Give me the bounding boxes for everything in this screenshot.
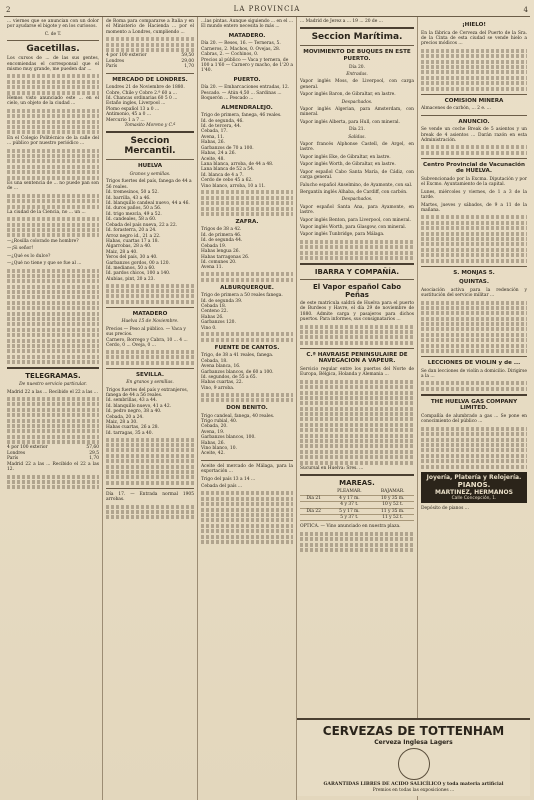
- entrada: Vapor inglés Baron, de Gibraltar, en lastre.: [300, 92, 396, 98]
- joyeria-ad-line: Joyería, Platería y Relojería.: [426, 473, 522, 481]
- almendralejo-line: Id. blanca de 4 a 7.: [201, 172, 244, 178]
- divider: [421, 394, 527, 396]
- mercantil-line: Algarrobas, 28 a 40.: [106, 244, 152, 250]
- matadero-title: MATADERO: [132, 310, 168, 317]
- despachado: Vapor inglés Tunbridge, para Málaga.: [300, 232, 385, 238]
- mareas-title: MAREAS.: [339, 479, 375, 488]
- mercantil-line: Id. trigo mezcla, 49 a 52.: [106, 211, 162, 217]
- maritima-title: Seccion Marítima.: [311, 32, 403, 43]
- cantos-line: Trigo, de 38 a 41 reales, fanega.: [201, 353, 274, 359]
- divider: [300, 474, 414, 476]
- malaga-line: Aceite del mercado de Málaga, para la exportación ...: [201, 463, 293, 475]
- matadero-line: Cabras, 2. — Cochinos, 0.: [201, 52, 259, 58]
- cantos-line: Cebada, 18.: [201, 358, 228, 364]
- masthead-title: LA PROVINCIA: [233, 5, 301, 13]
- havraise-text: Servicio regular entre los puertos del Norte de Europa, Bélgica, Holanda y Alemania ...: [300, 366, 414, 378]
- cantos-line: Id. segundos, de 55 a 65.: [201, 374, 257, 380]
- albuquerque-line: Habas 26.: [201, 314, 224, 320]
- tide-table: [300, 489, 414, 521]
- mercantil-line: Arroz negro id., 21 a 22.: [106, 233, 161, 239]
- mercado-line: Antimonio, 45 a 0 ...: [106, 112, 152, 118]
- monjas-title: S. MONJAS 5.: [453, 269, 495, 276]
- gacetillas-title: Gacetillas.: [26, 44, 80, 55]
- cantos-line: Habas cuartas, 22.: [201, 380, 243, 386]
- col2-bottom: Día 17. — Entrada normal 1905 arrobas.: [106, 491, 194, 503]
- sevilla-line: Maiz, 28 a 30.: [106, 419, 138, 425]
- tottenham-sub: Cerveza Inglesa Lagers: [374, 739, 453, 746]
- bolsa-row: París 1,70: [7, 456, 99, 462]
- zafra-line: Avena 11.: [201, 265, 223, 271]
- despachados-1-title: Despachados.: [341, 99, 373, 105]
- entradas-2-title: Salidas.: [348, 134, 366, 140]
- sevilla-line: Id. sembrillas, 43 a 44.: [106, 398, 158, 404]
- almendralejo-line: Cebada, 17.: [201, 129, 228, 135]
- comision-text: Almacenes de carbón, ... 2 e. ...: [421, 106, 491, 112]
- zafra-line: Id. de segunda 44.: [201, 238, 243, 244]
- almendralejo-line: Vino blanco, arroba, 10 a 11.: [201, 183, 266, 189]
- vacunacion-text: Subvencionado por la Excma. Diputación y por el Excmo. Ayuntamiento de la capital.: [421, 176, 527, 188]
- tide-row: Día 21 4 y 17 m. 10 y 35 m.: [300, 495, 414, 501]
- column-3: [198, 17, 297, 800]
- entrada: Vapor español Cabo Santa María, de Cádiz, con carga general.: [300, 169, 414, 181]
- benito-line: Aceite, 42.: [201, 451, 225, 457]
- puerto-title: PUERTO.: [233, 76, 261, 83]
- divider: [106, 488, 194, 489]
- col3-matadero-title: MATADERO.: [228, 32, 266, 39]
- divider: [300, 27, 414, 29]
- matadero-line: Día 20. — Reses, 16. — Terneras, 5.: [201, 41, 281, 47]
- divider: [106, 73, 194, 74]
- mercado-line: Id. Chancas ordinarias 60 5 0 ...: [106, 96, 178, 102]
- mercantil-line: Trigos fuertes del país, fanega de 44 a 56 reales.: [106, 179, 192, 190]
- vacunacion-line: Lunes, miércoles y viernes, de 1 a 3 de la tarde.: [421, 189, 527, 201]
- matadero-line: Precios — Peso al público. — Vaca y sus precios.: [106, 326, 186, 338]
- mercado-line: Estaño ingles, Liverpool ...: [106, 101, 166, 107]
- masthead: [4, 4, 530, 17]
- albuquerque-title: ALBURQUERQUE.: [220, 284, 274, 291]
- malaga-line: Cebada del país ...: [201, 484, 243, 490]
- mercantil-line: Habas, cuartas 17 a 18.: [106, 238, 159, 244]
- day-2: Día 21.: [349, 127, 365, 133]
- col4-top: ... Madrid de Jerez a ... 19 ... 20 de ...: [300, 19, 383, 24]
- malaga-line: Trigo del país 13 a 14 ...: [201, 476, 256, 482]
- mercantil-line: Id. barrilla, 43 a 46.: [106, 195, 151, 201]
- mercantil-title: Seccion Mercantil.: [124, 136, 176, 157]
- ibarra-title: IBARRA Y COMPAÑÍA.: [314, 267, 400, 276]
- zafra-title: ZAFRA.: [235, 218, 259, 225]
- almendralejo-line: Id. de segunda, 46.: [201, 118, 244, 124]
- divider: [7, 367, 99, 369]
- mercado-line: Londres 21 de Noviembre de 1880.: [106, 85, 185, 91]
- mercantil-line: Id. medianos, 50 a 60.: [106, 265, 156, 271]
- joyeria-ad-line: PIANOS.: [457, 480, 491, 489]
- mercantil-line: Id. forasterra, 20 a 24.: [106, 228, 157, 234]
- mercantil-line: Id. tremesinos, 50 a 52.: [106, 190, 159, 196]
- sevilla-title: SEVILLA.: [136, 371, 164, 378]
- divider: [421, 266, 527, 267]
- divider: [300, 279, 414, 280]
- zafra-line: Id. de primera 46.: [201, 232, 242, 238]
- cabo-penas-text: de este matrícula saldrá de Huelva para el puerto de Burdeos y Havre, el día 29 de noviembre de 1880. Admite carga y pasajeros para dichos puertos. Para informes, sus consignatarios ...: [300, 300, 414, 323]
- divider: [106, 131, 194, 133]
- fuente-cantos-title: FUENTE DE CANTOS.: [214, 344, 280, 351]
- columns: [4, 17, 530, 800]
- bolsa-list-1: [7, 445, 99, 461]
- zafra-line: Habas tarragonas 26.: [201, 254, 250, 260]
- mercado-sign: Tomasito Moreno y C.ª: [124, 123, 176, 129]
- telegrama-2: Madrid 22 a las ... Recibido el 22 a las 12.: [7, 461, 99, 473]
- tide-row: Día 22 5 y 17 m. 11 y 35 m.: [300, 508, 414, 514]
- quintas-text: Asociación activa para la redención y sustitución del servicio militar ...: [421, 287, 527, 299]
- gacetilla-3: En el Colegio Politécnico de la calle del ... público por nuestro periódico ...: [7, 135, 99, 147]
- gacetilla-4: Es una sentencia de ... no puede pan son de ...: [7, 180, 99, 192]
- comision-title: COMISION MINERA: [444, 97, 504, 104]
- column-2: [103, 17, 198, 800]
- almendralejo-line: Avena, 11.: [201, 134, 225, 140]
- column-5: [418, 17, 530, 800]
- zafra-line: Id. comunes 20.: [201, 259, 237, 265]
- despachado: Vapor español Santa Ana, para Ayamonte, en lastre.: [300, 204, 414, 216]
- divider: [421, 115, 527, 116]
- question-2: —¡Si señor!: [7, 246, 34, 252]
- masthead-right: 4: [523, 6, 528, 14]
- matadero-line: Cerdo, 0 ... Oveja, 0 ...: [106, 342, 156, 348]
- bolsa-list-2: [106, 53, 194, 69]
- cantos-line: Vino, 9 arroba.: [201, 385, 235, 391]
- col3-intro: ...las pintas. Aunque siguiendo ... en el ... El mundo entero necesita lo más ...: [201, 19, 293, 30]
- almendralejo-line: Id. de tercera, 44.: [201, 124, 242, 130]
- col2-intro: de Roma para compararse a Italia y en el Ministerio de Hacienda ... por el momento a Londres, cumpliendo ...: [106, 19, 194, 35]
- tide-row: 4 y 37 t. 10 y 52 t.: [300, 502, 414, 508]
- masthead-left: 2: [6, 6, 11, 14]
- bolsa-row: Londres 29,00: [106, 58, 194, 64]
- despachado: Vapor inglés Worth, para Glasgow, con mineral.: [300, 224, 407, 230]
- tottenham-emblem-icon: [398, 748, 430, 780]
- mercantil-line: Yeros del país, 30 a 40.: [106, 255, 158, 261]
- benito-line: Trigo candeal, fanega, 40 reales.: [201, 413, 275, 419]
- mercantil-line: Id. blanquillo candeal nuevo, 44 a 46.: [106, 201, 190, 207]
- entrada: Vapor francés Alphonse Castell, de Argel, en lastre.: [300, 142, 414, 153]
- despachados-2-title: Despachados.: [341, 197, 373, 203]
- zafra-line: Habas lengua 26.: [201, 249, 240, 255]
- sevilla-sub: En granos y semillas.: [126, 380, 174, 386]
- mercantil-line: Maiz, 28 a 40.: [106, 249, 138, 255]
- movimiento-title: MOVIMIENTO DE BUQUES EN ESTE PUERTO.: [303, 49, 411, 62]
- albuquerque-line: Id. de segunda 39.: [201, 298, 243, 304]
- anuncio-text: Se vende un coche Break de 5 asientos y un break de 4 asientos ... Darán razón en esta Administración.: [421, 127, 527, 143]
- hielo-title: ¡HIELO!: [462, 22, 486, 28]
- question-4: —¿Qué no tiene y que se fue al ...: [7, 261, 82, 267]
- sevilla-line: Id. pedro negro, 38 a 40.: [106, 409, 162, 415]
- despachado: Vapor inglés Algerian, para Amsterdam, con mineral.: [300, 107, 414, 118]
- huelva-title: HUELVA: [137, 163, 163, 170]
- don-benito-title: DON BENITO.: [226, 404, 268, 411]
- mercantil-line: Cebada del país nueva, 22 a 22.: [106, 222, 178, 228]
- almendralejo-line: Cerdo de cebo 45 a 62.: [201, 178, 253, 184]
- despachado: Vapor inglés Alberta, para Hull, con mineral.: [300, 119, 400, 125]
- vacunacion-line: Martes, jueves y sábados, de 9 a 11 de la mañana.: [421, 202, 527, 213]
- matadero-line: Carnero, Borrego y Cabra, 10 ... 4 ...: [106, 337, 188, 343]
- col1-intro: ... viernes que se anuncian con un dolor por ayudarse el bigote y en los curiosos.: [7, 19, 99, 30]
- entrada: Bergantín inglés Alhaba, de Cardiff, con carbón.: [300, 189, 408, 195]
- divider: [201, 460, 293, 461]
- mercado-londres-title: MERCADO DE LONDRES.: [112, 76, 188, 83]
- violin-text: Se dan lecciones de violín a domicilio. Dirigirse a la ...: [421, 368, 527, 380]
- mercado-line: Plomo español 13 a 0 ...: [106, 106, 160, 112]
- bolsa-row: Londres 29,5: [7, 450, 99, 456]
- hielo-text: En la fábrica de Cerveza del Puerto de la Sra. de la Cinta de esta ciudad se vende hielo a precios módicos ...: [421, 30, 527, 47]
- tide-row: 5 y 37 t. 11 y 52 t.: [300, 515, 414, 521]
- sevilla-line: Id. tarragas, 35 a 40.: [106, 430, 153, 436]
- column-1: [4, 17, 103, 800]
- almendralejo-line: Garbanzos de 70 a 100.: [201, 145, 254, 151]
- mercantil-line: Id. pardos chicos, 100 a 140.: [106, 271, 171, 277]
- joyeria-ad: [421, 472, 527, 503]
- quintas-title: QUINTAS.: [459, 279, 489, 286]
- mercado-line: Mercurio 1 a 7 ...: [106, 117, 145, 123]
- mercantil-line: Alubias, pint, 20 a 23.: [106, 276, 155, 282]
- divider: [7, 40, 99, 41]
- almendralejo-line: Habas, 24 a 26.: [201, 151, 236, 157]
- benito-line: Vino blanco, 10.: [201, 445, 237, 451]
- gacetilla-1: Los cursos de ... de las sus gentes, encomiendas el corresponsal que el mismo muy grande, me pueden dar ...: [7, 56, 99, 73]
- divider: [300, 263, 414, 265]
- benito-line: Garbanzos blancos, 100.: [201, 435, 256, 441]
- havraise-title: C.ª HAVRAISE PENINSULAIRE DE NAVEGACION A VAPEUR.: [306, 351, 408, 365]
- divider: [300, 45, 414, 46]
- mercantil-line: Id. candeales, 58 a 60.: [106, 217, 157, 223]
- vacunacion-title: Centro Provincial de Vacunación de HUELVA.: [423, 161, 525, 175]
- puerto-line: Pescado. — Atún 4,50 ... Sardinas ...: [201, 90, 282, 96]
- tottenham-ad: [297, 718, 530, 796]
- entrada: Vapor inglés Eke, de Gibraltar, en lastre.: [300, 154, 391, 160]
- violin-title: LECCIONES DE VIOLIN y de ...: [427, 360, 521, 367]
- tottenham-guarantee: GARANTIDAS LIBRES DE ACIDO SALICÍLICO y toda materia artificial: [323, 782, 504, 787]
- albuquerque-line: Vino 0.: [201, 325, 217, 331]
- divider: [421, 94, 527, 95]
- anuncio-title: ANUNCIO.: [458, 118, 490, 125]
- tottenham-brand: CERVEZAS DE TOTTENHAM: [322, 724, 505, 738]
- albuquerque-line: Trigo de primera a 50 reales fanega.: [201, 293, 283, 299]
- cabo-penas-title: El Vapor español Cabo Peñas: [312, 282, 402, 299]
- sevilla-line: Habas cuartas, 26 a 28.: [106, 425, 159, 431]
- benito-line: Avena, 19.: [201, 429, 225, 435]
- albuquerque-line: Garbanzos 120.: [201, 320, 236, 326]
- divider: [421, 356, 527, 357]
- almendralejo-line: Aceite, 48.: [201, 156, 225, 162]
- bolsa-row: 4 por 100 exterior 59,50: [106, 53, 194, 59]
- bolsa-row: París 1,70: [106, 64, 194, 70]
- gacetilla-5: La ciudad de la Ciencia, no ... un ...: [7, 209, 86, 215]
- sevilla-line: Trigos fuertes del país y extranjeros, fanega de 44 a 56 reales.: [106, 387, 188, 398]
- albuquerque-line: Cebada 18.: [201, 303, 227, 309]
- telegramas-sub: De nuestro servicio particular.: [19, 382, 87, 388]
- entradas-1-title: Entradas.: [346, 72, 368, 77]
- puerto-line: Boquerón ... Pescado ...: [201, 96, 254, 102]
- column-4: [297, 17, 418, 800]
- sevilla-line: Cebada, 20 a 24.: [106, 414, 144, 420]
- havraise-sign: Sucursal en Huelva: Sres. ...: [300, 465, 364, 471]
- benito-line: Trigo rubial, 40.: [201, 418, 238, 424]
- divider: [421, 158, 527, 159]
- entrada: Vapor inglés Worth, de Gibraltar, en lastre.: [300, 162, 396, 168]
- almendralejo-title: ALMENDRALEJO.: [221, 104, 273, 111]
- joyeria-ad-line: Calle Concepción, 1.: [451, 495, 497, 501]
- matadero-sub: Huelva 15 de Noviembre.: [121, 319, 179, 325]
- puerto-line: Día 20. — Embarcaciones entradas, 12.: [201, 85, 290, 91]
- matadero-line: Precios al público — Vaca y ternera, de 100 a 1'60 — Carnero y macho, de 1'20 a 1'40.: [201, 57, 293, 74]
- benito-line: Cebada, 20.: [201, 424, 228, 430]
- gas-company-title: THE HUELVA GAS COMPANY LIMITED.: [430, 398, 518, 412]
- col1-intro-sign: C. de T.: [44, 31, 62, 37]
- almendralejo-line: Habas, 26.: [201, 140, 225, 146]
- telegramas-title: TELEGRAMAS.: [25, 372, 81, 381]
- divider: [300, 348, 414, 349]
- tottenham-premios: Premios en todas las exposiciones ...: [372, 787, 455, 793]
- joyeria-ad-note: Depósito de pianos ...: [421, 505, 469, 511]
- entrada: Falucho español Anselmino, de Ayamonte, con sal.: [300, 182, 413, 188]
- gas-company-text: Compañía de alumbrado a gas ... Se pone en conocimiento del público ...: [421, 414, 527, 425]
- optica-note: OPTICA. — Vino anunciado en nuestra plaza.: [300, 524, 401, 530]
- question-3: —¿Qué es lo dulce?: [7, 253, 51, 259]
- tide-header: PLEAMAR. BAJAMAR.: [300, 489, 414, 495]
- despachado: Vapor inglés Benton, para Liverpool, con mineral.: [300, 217, 411, 223]
- divider: [106, 307, 194, 308]
- divider: [106, 159, 194, 160]
- divider: [106, 368, 194, 369]
- bolsa-row: 4 por 100 exterior 57,60: [7, 445, 99, 451]
- zafra-line: Trigos de 38 a 42.: [201, 227, 242, 233]
- question-1: —¿Rosilla colorado me hombre?: [7, 238, 79, 244]
- albuquerque-line: Centeno 22.: [201, 309, 228, 315]
- telegrama-1: Madrid 22 a las ... Recibido el 22 a las ...: [7, 389, 98, 395]
- almendralejo-line: Lana blanca, arroba, de 44 a 48.: [201, 161, 274, 167]
- cantos-line: Avena blanca, 16.: [201, 364, 241, 370]
- mercantil-line: Id. duros paños, 50 a 56.: [106, 206, 162, 212]
- zafra-line: Cebada 19.: [201, 243, 227, 249]
- cantos-line: Garbanzos blancos, de 60 a 100.: [201, 369, 274, 375]
- day-1: Día 20.: [349, 64, 365, 70]
- matadero-line: Carneros, 2. Machos, 0. Ovejas, 28.: [201, 46, 281, 52]
- gacetilla-2: Hemos visto anunciado este ... en el cielo, un objeto de la ciudad ...: [7, 96, 99, 107]
- sevilla-line: Id. blanquillo nuevo, 41 a 42.: [106, 403, 172, 409]
- benito-line: Habas, 26.: [201, 440, 225, 446]
- mercado-line: Cobre, Chile y Cobre 2.ª 60 a ...: [106, 90, 177, 96]
- entrada: Vapor inglés Moss, de Liverpool, con carga general.: [300, 79, 414, 90]
- almendralejo-line: Lana blanca de 52 a 54.: [201, 167, 255, 173]
- almendralejo-line: Trigo de primera, fanega, 46 reales.: [201, 113, 282, 119]
- joyeria-ad-line: MARTINEZ, HERMANOS: [435, 488, 513, 496]
- mercantil-line: Garbanzos gordos, 00 a 120.: [106, 260, 170, 266]
- granos-title: Granos y semillas.: [129, 172, 171, 178]
